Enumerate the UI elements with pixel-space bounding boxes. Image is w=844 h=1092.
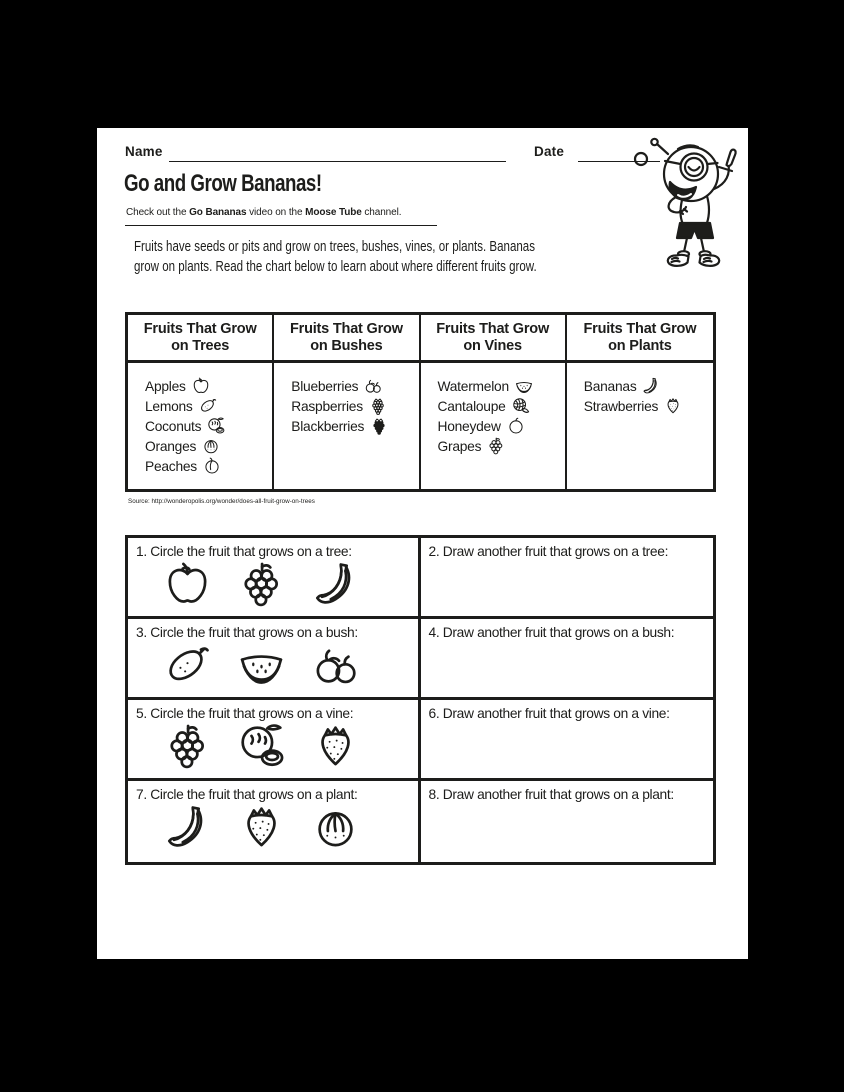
question-answer-icons (164, 561, 412, 608)
fruit-item (291, 376, 416, 396)
question-prompt-4: 4. Draw another fruit that grows on a bush: (428, 625, 675, 640)
fruit-label: Apples (145, 378, 186, 394)
chart-header-col-2: Fruits That Grow on Bushes (274, 315, 420, 363)
question-cell-3 (128, 619, 421, 700)
question-cell-2 (421, 538, 714, 619)
fruit-item (438, 416, 563, 436)
date-label: Date (534, 144, 565, 159)
question-prompt-1: 1. Circle the fruit that grows on a tree: (136, 544, 352, 559)
question-prompt-2: 2. Draw another fruit that grows on a tree: (428, 544, 669, 559)
cantaloupe-icon (512, 397, 530, 415)
question-prompt-8: 8. Draw another fruit that grows on a plant: (428, 787, 674, 802)
worksheet-subtitle (126, 207, 401, 218)
bananas-icon (642, 377, 660, 395)
fruit-item (145, 436, 270, 456)
strawberry-icon (238, 804, 285, 851)
question-cell-4 (421, 619, 714, 700)
fruit-label: Peaches (145, 458, 197, 474)
question-answer-icons (164, 723, 412, 770)
subtitle-part: Go Bananas (189, 207, 247, 218)
question-prompt-5: 5. Circle the fruit that grows on a vine: (136, 706, 354, 721)
grapes-icon (164, 723, 211, 770)
question-prompt-3: 3. Circle the fruit that grows on a bush: (136, 625, 358, 640)
question-cell-1 (128, 538, 421, 619)
question-cell-7 (128, 781, 421, 862)
watermelon-icon (515, 377, 533, 395)
question-answer-icons (164, 804, 412, 851)
worksheet-title: Go and Grow Bananas! (124, 170, 322, 197)
fruit-item (438, 376, 563, 396)
fruit-label: Bananas (583, 378, 637, 394)
peach-icon (203, 457, 221, 475)
question-prompt-7: 7. Circle the fruit that grows on a plant: (136, 787, 358, 802)
name-label: Name (125, 144, 163, 159)
name-write-line (169, 161, 506, 162)
chart-header-col-3: Fruits That Grow on Vines (421, 315, 567, 363)
fruit-item (145, 416, 270, 436)
fruit-label: Honeydew (437, 418, 501, 434)
bananas-icon (312, 561, 359, 608)
fruit-label: Strawberries (583, 398, 659, 414)
blackberry-icon (370, 417, 388, 435)
fruit-label: Lemons (145, 398, 193, 414)
grapes-icon (487, 437, 505, 455)
fruit-item (584, 396, 711, 416)
subtitle-part: Moose Tube (305, 207, 362, 218)
subtitle-part: video on the (246, 207, 306, 218)
intro-line-2: grow on plants. Read the chart below to learn about where different fruits grow. (134, 258, 537, 275)
lemon-icon (164, 642, 211, 689)
fruit-item (291, 416, 416, 436)
fruit-label: Raspberries (291, 398, 363, 414)
watermelon-icon (238, 642, 285, 689)
orange-icon (312, 804, 359, 851)
fruit-item (145, 456, 270, 476)
subtitle-part: channel. (361, 207, 402, 218)
fruit-item (145, 376, 270, 396)
raspberry-icon (369, 397, 387, 415)
gonoodle-champ-mascot-icon (633, 134, 749, 268)
apple-icon (164, 561, 211, 608)
subtitle-part: Check out the (126, 207, 190, 218)
fruit-item (145, 396, 270, 416)
fruit-item (584, 376, 711, 396)
chart-body-col-3 (421, 363, 567, 489)
orange-icon (202, 437, 220, 455)
intro-text (134, 238, 650, 277)
fruit-label: Watermelon (437, 378, 509, 394)
intro-line-1: Fruits have seeds or pits and grow on trees, bushes, vines, or plants. Bananas (134, 239, 535, 255)
honeydew-icon (507, 417, 525, 435)
fruit-label: Cantaloupe (437, 398, 506, 414)
fruit-label: Grapes (437, 438, 482, 454)
fruit-item (291, 396, 416, 416)
fruit-item (438, 436, 563, 456)
grapes-icon (238, 561, 285, 608)
blueberries-icon (312, 642, 359, 689)
strawberry-icon (664, 397, 682, 415)
coconut-icon (207, 417, 225, 435)
chart-header-col-1: Fruits That Grow on Trees (128, 315, 274, 363)
chart-header-col-4: Fruits That Grow on Plants (567, 315, 713, 363)
question-prompt-6: 6. Draw another fruit that grows on a vine: (428, 706, 670, 721)
lemon-icon (199, 397, 217, 415)
question-cell-6 (421, 700, 714, 781)
chart-body-col-1 (128, 363, 274, 489)
bananas-icon (164, 804, 211, 851)
chart-body-col-2 (274, 363, 420, 489)
question-cell-5 (128, 700, 421, 781)
coconut-icon (238, 723, 285, 770)
fruit-label: Blackberries (291, 418, 365, 434)
fruit-label: Blueberries (291, 378, 359, 394)
source-note: Source: http://wonderopolis.org/wonder/does-all-fruit-grow-on-trees (128, 498, 315, 505)
fruit-chart-table (125, 312, 716, 492)
question-cell-8 (421, 781, 714, 862)
title-divider (125, 225, 437, 226)
questions-table (125, 535, 716, 865)
strawberry-icon (312, 723, 359, 770)
chart-body-col-4 (567, 363, 713, 489)
apple-icon (192, 377, 210, 395)
fruit-item (438, 396, 563, 416)
question-answer-icons (164, 642, 412, 689)
worksheet-page (97, 128, 748, 959)
fruit-label: Oranges (145, 438, 197, 454)
blueberries-icon (364, 377, 382, 395)
fruit-label: Coconuts (145, 418, 202, 434)
